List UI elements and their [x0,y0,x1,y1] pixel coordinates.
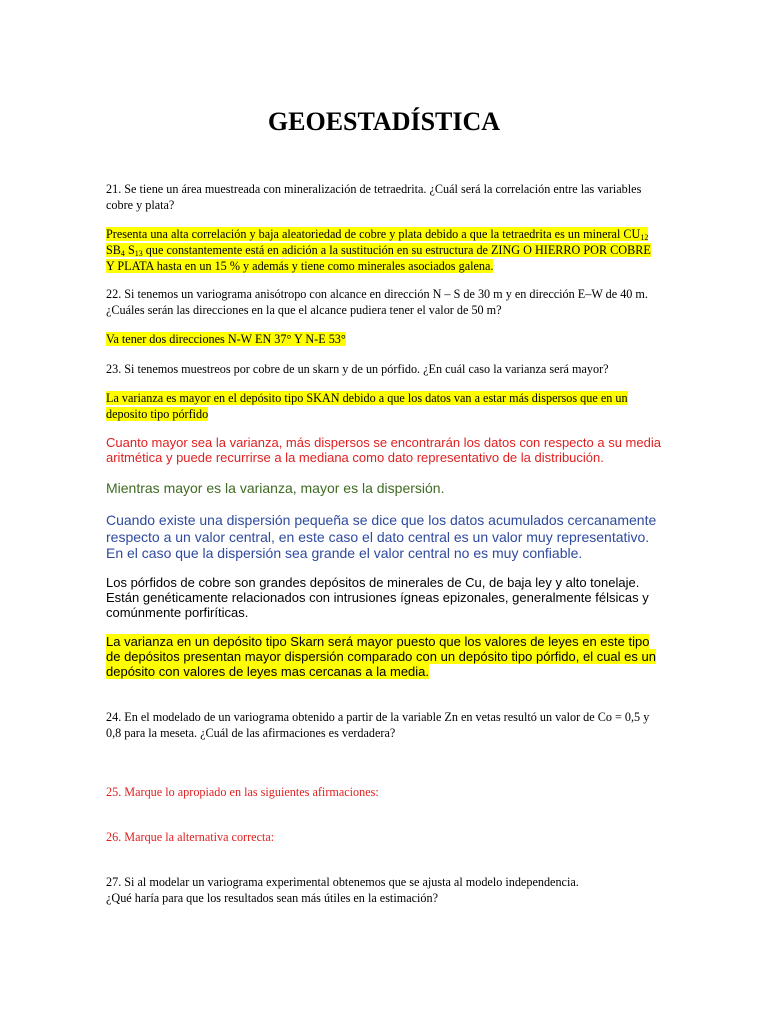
question-27-line-1: 27. Si al modelar un variograma experimental obtenemos que se ajusta al modelo independencia. [106,875,579,889]
answer-21-text-c: S [124,243,135,257]
note-porphyry: Los pórfidos de cobre son grandes depósitos de minerales de Cu, de baja ley y alto tonelaje. Están genéticamente relacionados con intrusiones ígneas epizonales, generalmente félsicas y comúnmente porfiríticas. [106,575,649,620]
answer-21-text-b: SB [106,243,121,257]
question-27 [106,874,662,906]
page-title: GEOESTADÍSTICA [267,107,501,136]
answer-21-sub-cu: 12 [640,233,649,242]
question-27-line-2: ¿Qué haría para que los resultados sean más útiles en la estimación? [106,891,438,905]
note-skarn-text: La varianza en un depósito tipo Skarn será mayor puesto que los valores de leyes en este tipo de depósitos presentan mayor dispersión comparado con un depósito tipo pórfido, el cual es un depósito con valores de leyes mas cercanas a la media. [106,634,656,679]
question-25: 25. Marque lo apropiado en las siguientes afirmaciones: [106,785,379,799]
answer-21-sub-sb: 4 [120,249,125,258]
question-21: 21. Se tiene un área muestreada con mineralización de tetraedrita. ¿Cuál será la correlación entre las variables cobre y plata? [106,182,642,212]
answer-22 [106,331,662,347]
question-22: 22. Si tenemos un variograma anisótropo con alcance en dirección N – S de 30 m y en dirección E–W de 40 m. ¿Cuáles serán las direcciones en la que el alcance pudiera tener el valor de 50 m? [106,287,648,317]
note-variance-red: Cuanto mayor sea la varianza, más dispersos se encontrarán los datos con respecto a su media aritmética y puede recurrirse a la mediana como dato representativo de la distribución. [106,435,661,465]
answer-21-text-a: Presenta una alta correlación y baja aleatoriedad de cobre y plata debido a que la tetraedrita es un mineral CU [106,227,641,241]
question-23: 23. Si tenemos muestreos por cobre de un skarn y de un pórfido. ¿En cuál caso la varianza será mayor? [106,362,609,376]
question-26: 26. Marque la alternativa correcta: [106,830,275,844]
note-dispersion-blue: Cuando existe una dispersión pequeña se dice que los datos acumulados cercanamente respecto a un valor central, en este caso el dato central es un valor muy representativo. En el caso que la dispersión sea grande el valor central no es muy confiable. [106,512,657,561]
question-24: 24. En el modelado de un variograma obtenido a partir de la variable Zn en vetas resultó un valor de Co = 0,5 y 0,8 para la meseta. ¿Cuál de las afirmaciones es verdadera? [106,710,650,740]
answer-23-text: La varianza es mayor en el depósito tipo SKAN debido a que los datos van a estar más dispersos que en un deposito tipo pórfido [106,391,628,421]
note-skarn [106,634,662,679]
note-variance-green: Mientras mayor es la varianza, mayor es la dispersión. [106,480,445,496]
answer-21-sub-s: 13 [134,249,143,258]
answer-23 [106,390,662,422]
answer-21 [106,226,662,274]
answer-22-text: Va tener dos direcciones N-W EN 37° Y N-E 53° [106,332,346,346]
answer-21-text-d: que constantemente está en adición a la sustitución en su estructura de ZING O HIERRO POR COBRE Y PLATA hasta en un 15 % y además y tiene como minerales asociados galena. [106,243,651,273]
